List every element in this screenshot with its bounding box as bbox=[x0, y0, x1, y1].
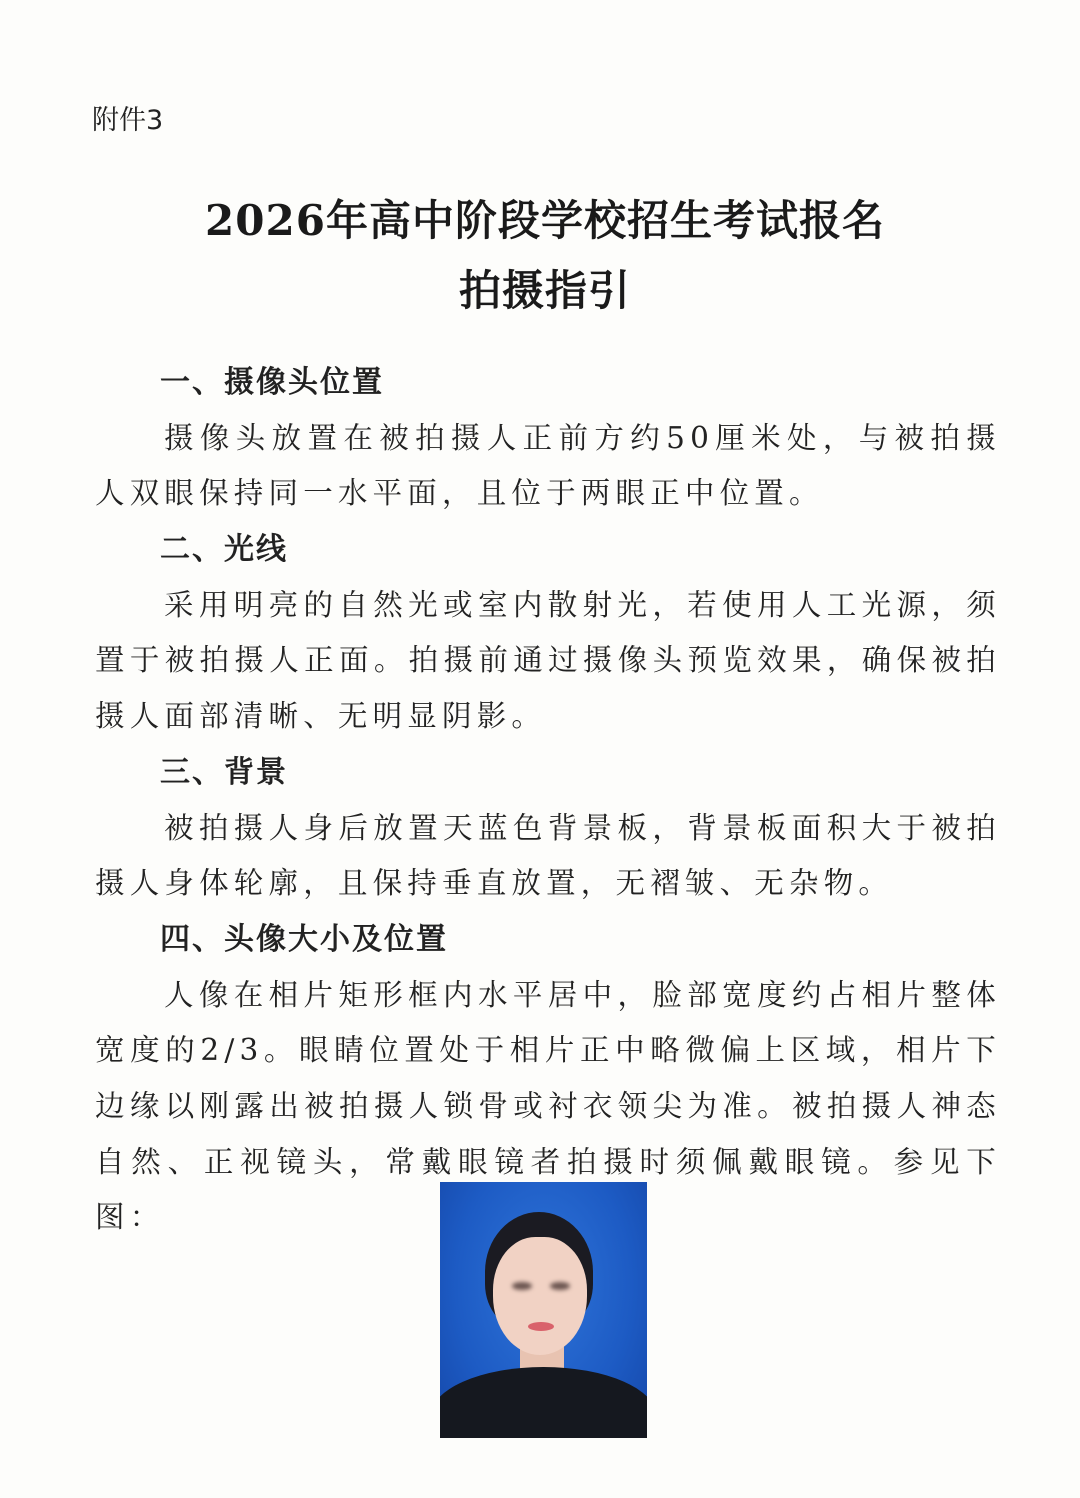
photo-eye-blurred bbox=[550, 1282, 570, 1290]
section-heading: 一、摄像头位置 bbox=[160, 365, 384, 400]
section-heading: 四、头像大小及位置 bbox=[160, 921, 448, 957]
attachment-label: 附件3 bbox=[92, 105, 164, 136]
photo-face bbox=[493, 1237, 587, 1355]
sample-id-photo bbox=[440, 1182, 647, 1438]
photo-shirt bbox=[440, 1367, 647, 1438]
section-text: 摄像头放置在被拍摄人正前方约50厘米处，与被拍摄人双眼保持同一水平面，且位于两眼正中位置。 bbox=[95, 420, 1001, 511]
section-text: 采用明亮的自然光或室内散射光，若使用人工光源，须置于被拍摄人正面。拍摄前通过摄像头预览效果，确保被拍摄人面部清晰、无明显阴影。 bbox=[95, 587, 1001, 734]
section-text: 被拍摄人身后放置天蓝色背景板，背景板面积大于被拍摄人身体轮廓，且保持垂直放置，无褶皱、无杂物。 bbox=[95, 810, 1001, 901]
document-title-line2: 拍摄指引 bbox=[458, 266, 631, 315]
document-body bbox=[95, 355, 1001, 1246]
photo-lips bbox=[528, 1322, 554, 1331]
document-title-line1: 2026年高中阶段学校招生考试报名 bbox=[205, 196, 885, 245]
section-heading: 二、光线 bbox=[160, 532, 288, 568]
section-text: 人像在相片矩形框内水平居中，脸部宽度约占相片整体宽度的2/3。眼睛位置处于相片正中略微偏上区域，相片下边缘以刚露出被拍摄人锁骨或衬衣领尖为准。被拍摄人神态自然、正视镜头，常戴眼镜者拍摄时须佩戴眼镜。参见下图： bbox=[95, 977, 1001, 1235]
photo-eye-blurred bbox=[512, 1282, 532, 1290]
section-heading: 三、背景 bbox=[160, 754, 288, 790]
